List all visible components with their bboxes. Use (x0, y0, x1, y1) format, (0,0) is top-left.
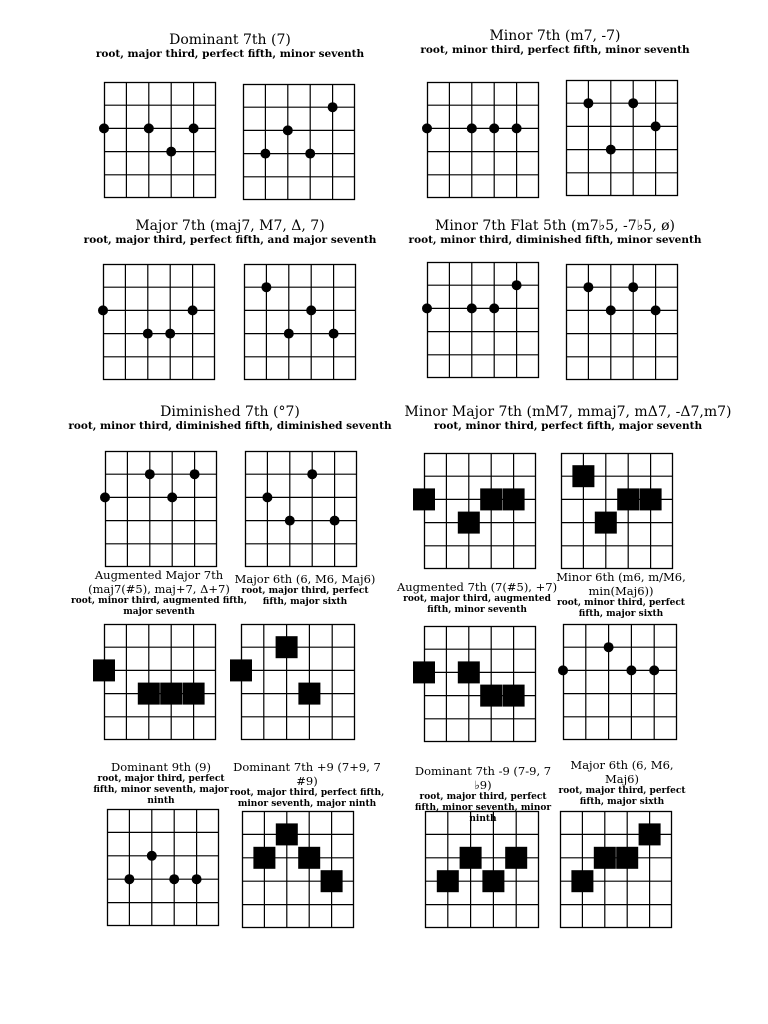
finger-square-marker (616, 847, 638, 869)
finger-square-marker (298, 683, 320, 705)
finger-dot-marker (260, 149, 270, 159)
finger-dot-marker (651, 121, 661, 131)
chord-diagram (107, 809, 219, 926)
chord-diagram (245, 451, 357, 567)
chord-grid (104, 82, 216, 198)
chord-diagram (243, 84, 355, 200)
finger-dot-marker (512, 280, 522, 290)
finger-dot-marker (284, 329, 294, 339)
section-subtitle: root, major third, perfect fifth, and major seventh (83, 234, 377, 246)
chord-diagram (566, 264, 678, 380)
section-title: Minor 7th Flat 5th (m7♭5, -7♭5, ø) (434, 218, 675, 234)
section-subtitle: root, minor third, perfect fifth, major sixth (557, 598, 685, 619)
chord-diagram (103, 264, 215, 380)
finger-square-marker (480, 685, 502, 707)
finger-square-marker (437, 870, 459, 892)
finger-dot-marker (422, 303, 432, 313)
chord-grid (427, 262, 539, 378)
chord-grid (241, 624, 355, 740)
chord-diagram (560, 811, 672, 928)
finger-square-marker (482, 870, 504, 892)
finger-dot-marker (166, 147, 176, 157)
section-title: Major 6th (6, M6, Maj6) (570, 758, 674, 786)
finger-dot-marker (306, 305, 316, 315)
chord-diagram (424, 626, 536, 742)
section-title: Minor 6th (m6, m/M6, min(Maj6)) (556, 570, 686, 598)
section-subtitle: root, minor third, diminished fifth, minor seventh (408, 234, 702, 246)
finger-dot-marker (305, 149, 315, 159)
section-subtitle: root, major third, perfect fifth, minor seventh, minor ninth (414, 792, 552, 824)
finger-square-marker (595, 512, 617, 534)
finger-square-marker (230, 659, 252, 681)
section-minor-major-7th (395, 404, 741, 433)
finger-dot-marker (147, 851, 157, 861)
finger-dot-marker (165, 329, 175, 339)
finger-dot-marker (604, 642, 614, 652)
finger-dot-marker (145, 469, 155, 479)
finger-square-marker (276, 636, 298, 658)
section-title: Augmented Major 7th (maj7(#5), maj+7, Δ+7) (88, 568, 230, 596)
finger-dot-marker (143, 329, 153, 339)
section-subtitle: root, major third, perfect fifth, minor seventh, major ninth (229, 788, 385, 809)
chord-diagram (563, 624, 677, 740)
finger-dot-marker (328, 102, 338, 112)
finger-dot-marker (512, 123, 522, 133)
section-subtitle: root, major third, perfect fifth, major sixth (241, 586, 369, 607)
finger-square-marker (413, 661, 435, 683)
section-title: Major 7th (maj7, M7, Δ, 7) (135, 218, 325, 234)
finger-square-marker (594, 847, 616, 869)
chord-grid (242, 811, 354, 928)
section-dominant-7th-sharp-9 (226, 760, 388, 810)
finger-dot-marker (489, 123, 499, 133)
section-major-6th-a (234, 572, 376, 608)
section-subtitle: root, major third, perfect fifth, minor seventh (95, 48, 365, 60)
section-title: Dominant 7th -9 (7-9, 7 ♭9) (414, 764, 552, 792)
chord-grid (560, 811, 672, 928)
finger-dot-marker (606, 145, 616, 155)
finger-dot-marker (192, 874, 202, 884)
chord-diagram (427, 82, 539, 198)
chord-diagram (241, 624, 355, 740)
chord-grid (424, 626, 536, 742)
finger-dot-marker (583, 98, 593, 108)
finger-square-marker (253, 847, 275, 869)
section-major-6th-b (554, 758, 690, 808)
finger-dot-marker (285, 516, 295, 526)
chord-grid (104, 624, 216, 740)
finger-dot-marker (167, 492, 177, 502)
section-augmented-7th (396, 580, 558, 616)
finger-dot-marker (626, 665, 636, 675)
finger-square-marker (503, 488, 525, 510)
finger-square-marker (321, 870, 343, 892)
finger-square-marker (505, 847, 527, 869)
section-subtitle: root, minor third, perfect fifth, minor seventh (420, 44, 690, 56)
section-major-7th (60, 218, 400, 247)
chord-grid (424, 453, 536, 569)
chord-grid (425, 811, 539, 928)
section-subtitle: root, major third, perfect fifth, major sixth (558, 786, 686, 807)
finger-dot-marker (262, 492, 272, 502)
finger-dot-marker (307, 469, 317, 479)
finger-dot-marker (283, 125, 293, 135)
section-title: Diminished 7th (°7) (160, 404, 300, 420)
chord-diagram (242, 811, 354, 928)
finger-square-marker (571, 870, 593, 892)
finger-square-marker (480, 488, 502, 510)
finger-dot-marker (651, 305, 661, 315)
finger-square-marker (640, 488, 662, 510)
finger-dot-marker (467, 303, 477, 313)
finger-square-marker (617, 488, 639, 510)
chord-grid (427, 82, 539, 198)
finger-dot-marker (124, 874, 134, 884)
finger-square-marker (639, 823, 661, 845)
finger-square-marker (183, 683, 205, 705)
section-dominant-7th (60, 32, 400, 61)
chord-diagram (104, 82, 216, 198)
finger-dot-marker (489, 303, 499, 313)
chord-grid (563, 624, 677, 740)
chord-grid (561, 453, 673, 569)
section-minor-7th (395, 28, 715, 57)
chord-diagram (566, 80, 678, 196)
chord-grid (243, 84, 355, 200)
finger-dot-marker (558, 665, 568, 675)
finger-dot-marker (422, 123, 432, 133)
chord-grid (566, 264, 678, 380)
section-dominant-9th (86, 760, 236, 807)
chord-grid (566, 80, 678, 196)
chord-grid (105, 451, 217, 567)
finger-dot-marker (628, 282, 638, 292)
finger-square-marker (160, 683, 182, 705)
chord-grid (103, 264, 215, 380)
finger-dot-marker (190, 469, 200, 479)
section-title: Minor Major 7th (mM7, mmaj7, mΔ7, -Δ7,m7) (404, 404, 732, 420)
chord-diagram (427, 262, 539, 378)
finger-dot-marker (649, 665, 659, 675)
finger-square-marker (458, 512, 480, 534)
finger-square-marker (276, 823, 298, 845)
finger-square-marker (460, 847, 482, 869)
finger-dot-marker (330, 516, 340, 526)
finger-dot-marker (188, 305, 198, 315)
finger-square-marker (298, 847, 320, 869)
finger-dot-marker (99, 123, 109, 133)
section-title: Dominant 7th (7) (169, 32, 291, 48)
chord-grid (245, 451, 357, 567)
finger-dot-marker (329, 329, 339, 339)
section-augmented-major-7th (66, 568, 252, 618)
section-minor-6th (556, 570, 686, 620)
section-title: Major 6th (6, M6, Maj6) (234, 572, 376, 586)
finger-square-marker (413, 488, 435, 510)
chord-diagram (104, 624, 216, 740)
section-title: Augmented 7th (7(#5), +7) (396, 580, 558, 594)
finger-dot-marker (628, 98, 638, 108)
section-subtitle: root, minor third, perfect fifth, major seventh (433, 420, 703, 432)
finger-dot-marker (100, 492, 110, 502)
finger-square-marker (572, 465, 594, 487)
finger-square-marker (458, 661, 480, 683)
section-subtitle: root, minor third, augmented fifth, major seventh (71, 596, 247, 617)
finger-square-marker (93, 659, 115, 681)
section-minor-7th-flat-5th (395, 218, 715, 247)
section-diminished-7th (60, 404, 400, 433)
chord-diagram (424, 453, 536, 569)
section-subtitle: root, minor third, diminished fifth, diminished seventh (68, 420, 392, 432)
finger-dot-marker (98, 305, 108, 315)
chord-grid (107, 809, 219, 926)
section-subtitle: root, major third, perfect fifth, minor seventh, major ninth (93, 774, 229, 806)
finger-dot-marker (261, 282, 271, 292)
chord-diagram (244, 264, 356, 380)
finger-dot-marker (583, 282, 593, 292)
chord-diagram (425, 811, 539, 928)
section-subtitle: root, major third, augmented fifth, minor seventh (403, 594, 551, 615)
section-title: Dominant 9th (9) (111, 760, 211, 774)
finger-dot-marker (189, 123, 199, 133)
finger-square-marker (503, 685, 525, 707)
finger-square-marker (138, 683, 160, 705)
finger-dot-marker (606, 305, 616, 315)
section-title: Minor 7th (m7, -7) (489, 28, 621, 44)
finger-dot-marker (467, 123, 477, 133)
section-title: Dominant 7th +9 (7+9, 7 #9) (233, 760, 381, 788)
chord-grid (244, 264, 356, 380)
chord-diagram (105, 451, 217, 567)
chord-diagram (561, 453, 673, 569)
finger-dot-marker (169, 874, 179, 884)
finger-dot-marker (144, 123, 154, 133)
